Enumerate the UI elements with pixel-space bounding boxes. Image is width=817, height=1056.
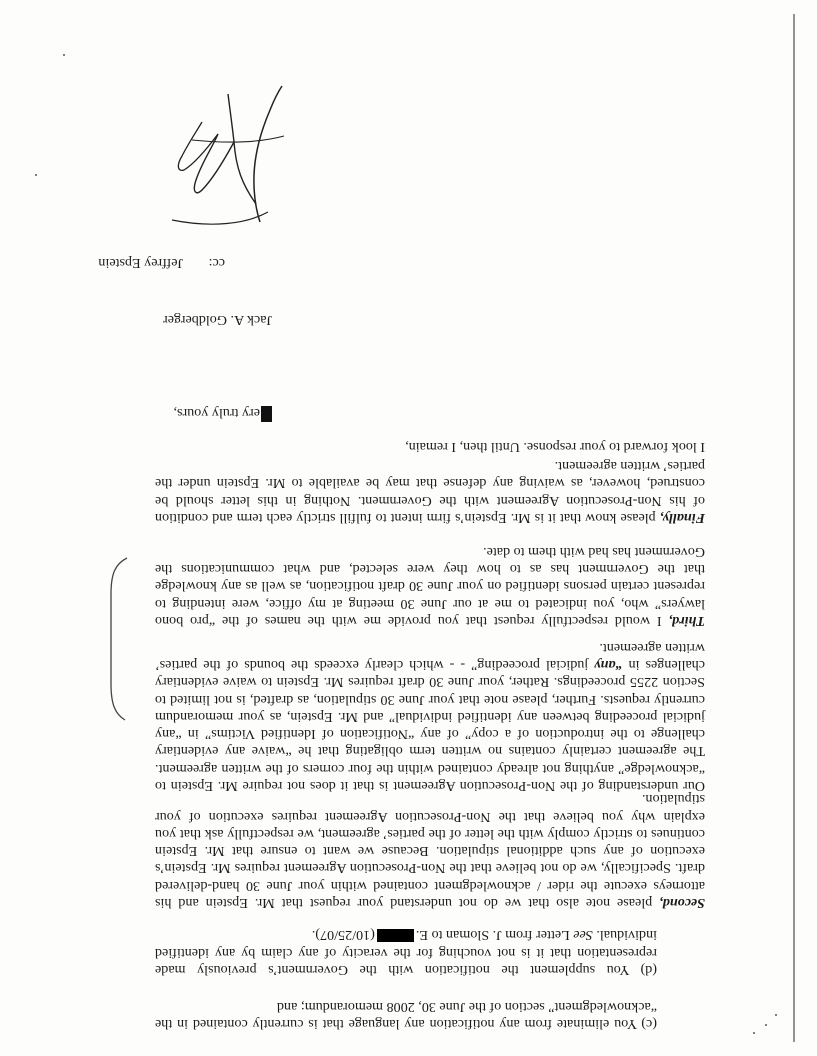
paragraph-finally: [155, 457, 705, 526]
cc-label: cc:: [208, 255, 225, 271]
speck: [765, 1024, 767, 1026]
salutation-text: ery truly yours,: [173, 405, 260, 421]
signer-name-text: Jack A. Goldberger: [163, 312, 272, 328]
third-lead: Third,: [668, 613, 705, 629]
paragraph-d: [155, 926, 657, 978]
finally-lead: Finally,: [659, 510, 705, 526]
paragraph-understanding-end: judicial proceeding” - - which clearly exceeds the bounds of the parties’ written agreement.: [155, 639, 705, 673]
handwritten-signature: [152, 84, 292, 234]
paragraph-c: [155, 997, 657, 1032]
paragraph-c-text: (c) You eliminate from any notification any language that is currently contained in the “acknowledgment” section of the June 30, 2008 memorandum; and: [155, 998, 657, 1032]
closing-line: [405, 438, 705, 455]
salutation: [173, 404, 272, 422]
redaction-bar: [261, 406, 272, 422]
margin-bracket: [101, 554, 131, 724]
paragraph-second: [155, 790, 705, 911]
paragraph-understanding-text: Our understanding of the Non-Prosecution Agreement is that it does not require Mr. Epstein to “acknowledge” anything not already contained within the four corners of the written agreement. The agreement certainly contains no written term obligating that he “waive any evidentiary challenge to the introduction of a copy” of any “Notification of Identified Victims” in “any judicial proceeding between any identified individual” and Mr. Epstein, as your memorandum currently requests. Further, please note that your June 30 stipulation, as drafted, is not limited to Section 2255 proceedings. Rather, your June 30 draft requires Mr. Epstein to waive evidentiary challenges in: [155, 656, 705, 794]
citation-date: (10/25/07).: [311, 927, 375, 944]
cc-line: [98, 254, 225, 271]
cc-name: Jeffrey Epstein: [98, 255, 184, 271]
speck: [753, 1032, 755, 1034]
letter-citation: Letter from J. Sloman to E.: [415, 927, 570, 944]
speck: [35, 174, 37, 176]
signer-name: [163, 311, 272, 328]
paragraph-finally-text: please know that it is Mr. Epstein’s firm intent to fulfill strictly each term and condition of his Non-Prosecution Agreement with the Government. Nothing in this letter should be construed, however, as waiving any defense that may be available to Mr. Epstein under the parties’ written agreement.: [155, 458, 705, 526]
speck: [775, 1014, 777, 1016]
paragraph-third: [155, 543, 705, 629]
closing-text: I look forward to your response. Until then, I remain,: [405, 439, 705, 455]
paragraph-understanding: [155, 638, 705, 794]
any-emphasis: “any: [594, 656, 623, 673]
redaction-bar: [377, 929, 414, 942]
speck: [63, 54, 65, 56]
paragraph-second-text: please note also that we do not understand your request that Mr. Epstein and his attorneys execute the rider / acknowledgment contained within your June 30 hand-delivered draft. Specifically, we do not believe that the Non-Prosecution Agreement requires Mr. Epstein’s execution of any such additional stipulation. Because we want to ensure that Mr. Epstein continues to strictly comply with the letter of the parties’ agreement, we respectfully ask that you explain why you believe that the Non-Prosecution Agreement requires execution of your stipulation.: [155, 791, 705, 911]
paragraph-third-text: I would respectfully request that you provide me with the names of the “pro bono lawyers” who, you indicated to me at our June 30 meeting at my office, were intending to represent certain persons identified on your June 30 draft notification, as well as any knowledge that the Government has as to how they were selected, and what communications the Government has had with them to date.: [155, 543, 705, 629]
paragraph-d-text: (d) You supplement the notification with the Government’s previously made representation that it is not vouching for the veracity of any claim by any identified individual.: [155, 927, 657, 978]
see-citation: See: [573, 927, 593, 944]
second-lead: Second,: [659, 895, 705, 911]
page-edge-line: [793, 14, 795, 1042]
